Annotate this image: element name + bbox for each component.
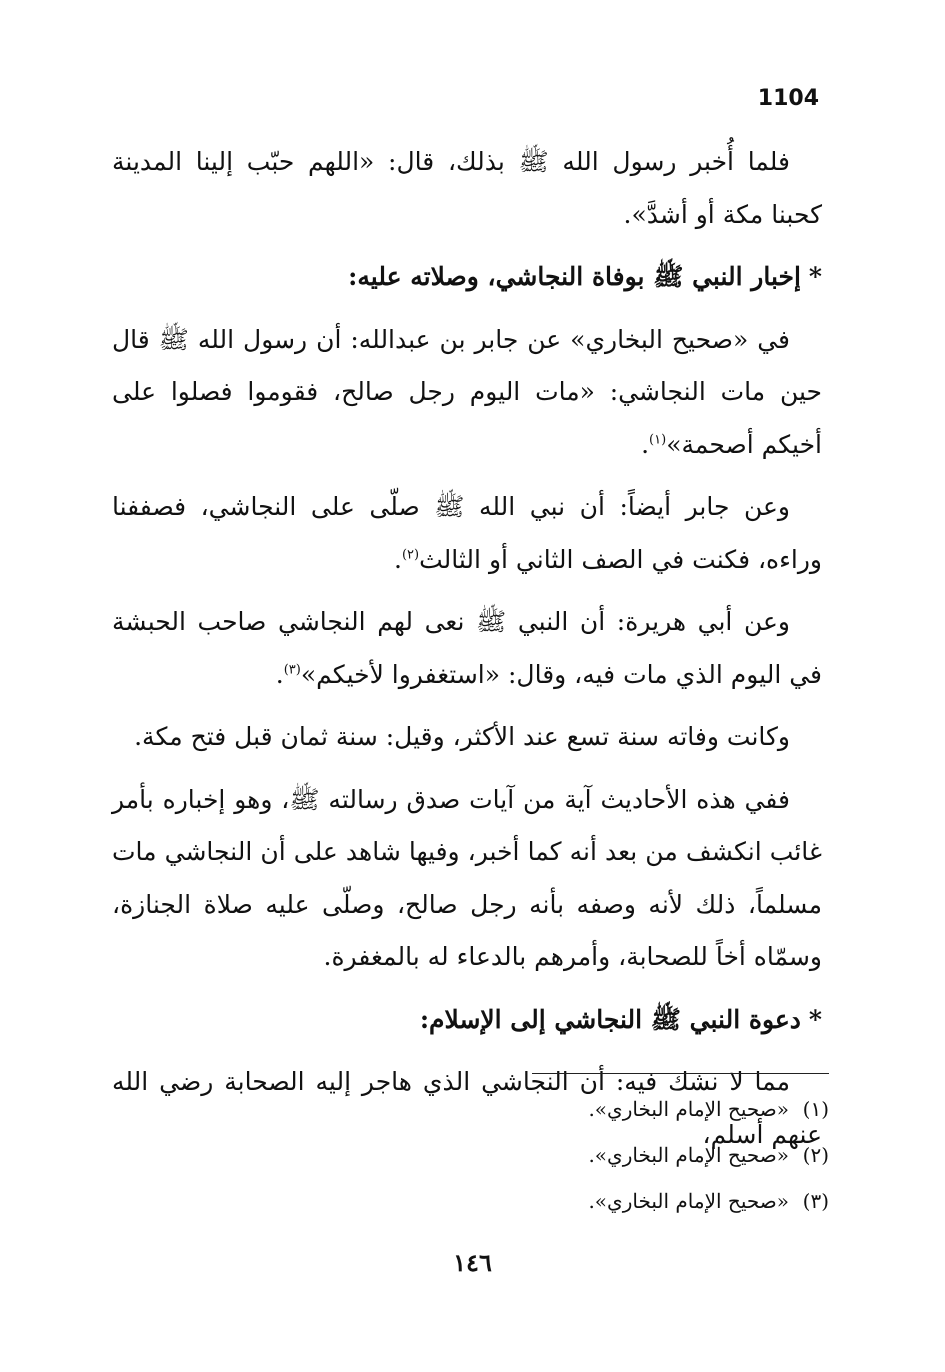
paragraph-3 (112, 481, 822, 586)
paragraph-2-text: في «صحيح البخاري» عن جابر بن عبدالله: أن رسول الله ﷺ قال حين مات النجاشي: «مات اليوم رجل صالح، فقوموا فصلوا على أخيكم أصحمة» (112, 324, 822, 459)
section-heading-1 (112, 251, 822, 304)
main-text (112, 136, 822, 1171)
corner-page-number: 1104 (757, 86, 819, 111)
paragraph-4 (112, 596, 822, 701)
section-heading-2-text: دعوة النبي ﷺ النجاشي إلى الإسلام: (419, 1004, 801, 1034)
footnote-text: «صحيح الإمام البخاري». (588, 1189, 789, 1213)
footnote-item (429, 1178, 829, 1224)
footnotes (429, 1086, 829, 1224)
footnote-item (429, 1132, 829, 1178)
page-number: ١٤٦ (453, 1248, 492, 1277)
paragraph-4-end: . (275, 659, 284, 689)
footnote-ref-1: (١) (649, 432, 667, 448)
asterisk-bullet: * (808, 1004, 822, 1034)
paragraph-4-text: وعن أبي هريرة: أن النبي ﷺ نعى لهم النجاشي صاحب الحبشة في اليوم الذي مات فيه، وقال: «استغفروا لأخيكم» (112, 607, 822, 689)
paragraph-5: وكانت وفاته سنة تسع عند الأكثر، وقيل: سنة ثمان قبل فتح مكة. (134, 722, 790, 751)
paragraph-7: مما لا نشك فيه: أن النجاشي الذي هاجر إليه الصحابة رضي الله عنهم أسلم، (112, 1067, 822, 1149)
paragraph-2-end: . (641, 429, 650, 459)
asterisk-bullet: * (808, 262, 822, 291)
footnote-number: (٣) (802, 1189, 829, 1213)
footnote-separator (532, 1073, 829, 1074)
footnote-text: «صحيح الإمام البخاري». (588, 1143, 789, 1167)
paragraph-1: فلما أُخبر رسول الله ﷺ بذلك، قال: «اللهم حبّب إلينا المدينة كحبنا مكة أو أشدَّ». (112, 147, 822, 229)
paragraph-3-end: . (394, 544, 402, 574)
footnote-ref-2: (٢) (401, 547, 420, 563)
footnote-number: (١) (802, 1097, 829, 1121)
footnote-text: «صحيح الإمام البخاري». (588, 1097, 789, 1121)
footnote-number: (٢) (802, 1143, 829, 1167)
paragraph-3-text: وعن جابر أيضاً: أن نبي الله ﷺ صلّى على النجاشي، فصففنا وراءه، فكنت في الصف الثاني أو الثالث (112, 492, 822, 574)
section-heading-2 (112, 994, 822, 1047)
footnote-ref-3: (٣) (283, 662, 301, 678)
paragraph-6: ففي هذه الأحاديث آية من آيات صدق رسالته ﷺ، وهو إخباره بأمر غائب انكشف من بعد أنه كما أخبر، وفيها شاهد على أن النجاشي مات مسلماً، ذلك لأنه وصفه بأنه رجل صالح، وصلّى عليه صلاة الجنازة، وسمّاه أخاً للصحابة، وأمرهم بالدعاء له بالمغفرة. (112, 784, 822, 971)
footnote-item (429, 1086, 829, 1132)
section-heading-1-text: إخبار النبي ﷺ بوفاة النجاشي، وصلاته عليه: (348, 262, 801, 291)
paragraph-2 (112, 314, 822, 472)
